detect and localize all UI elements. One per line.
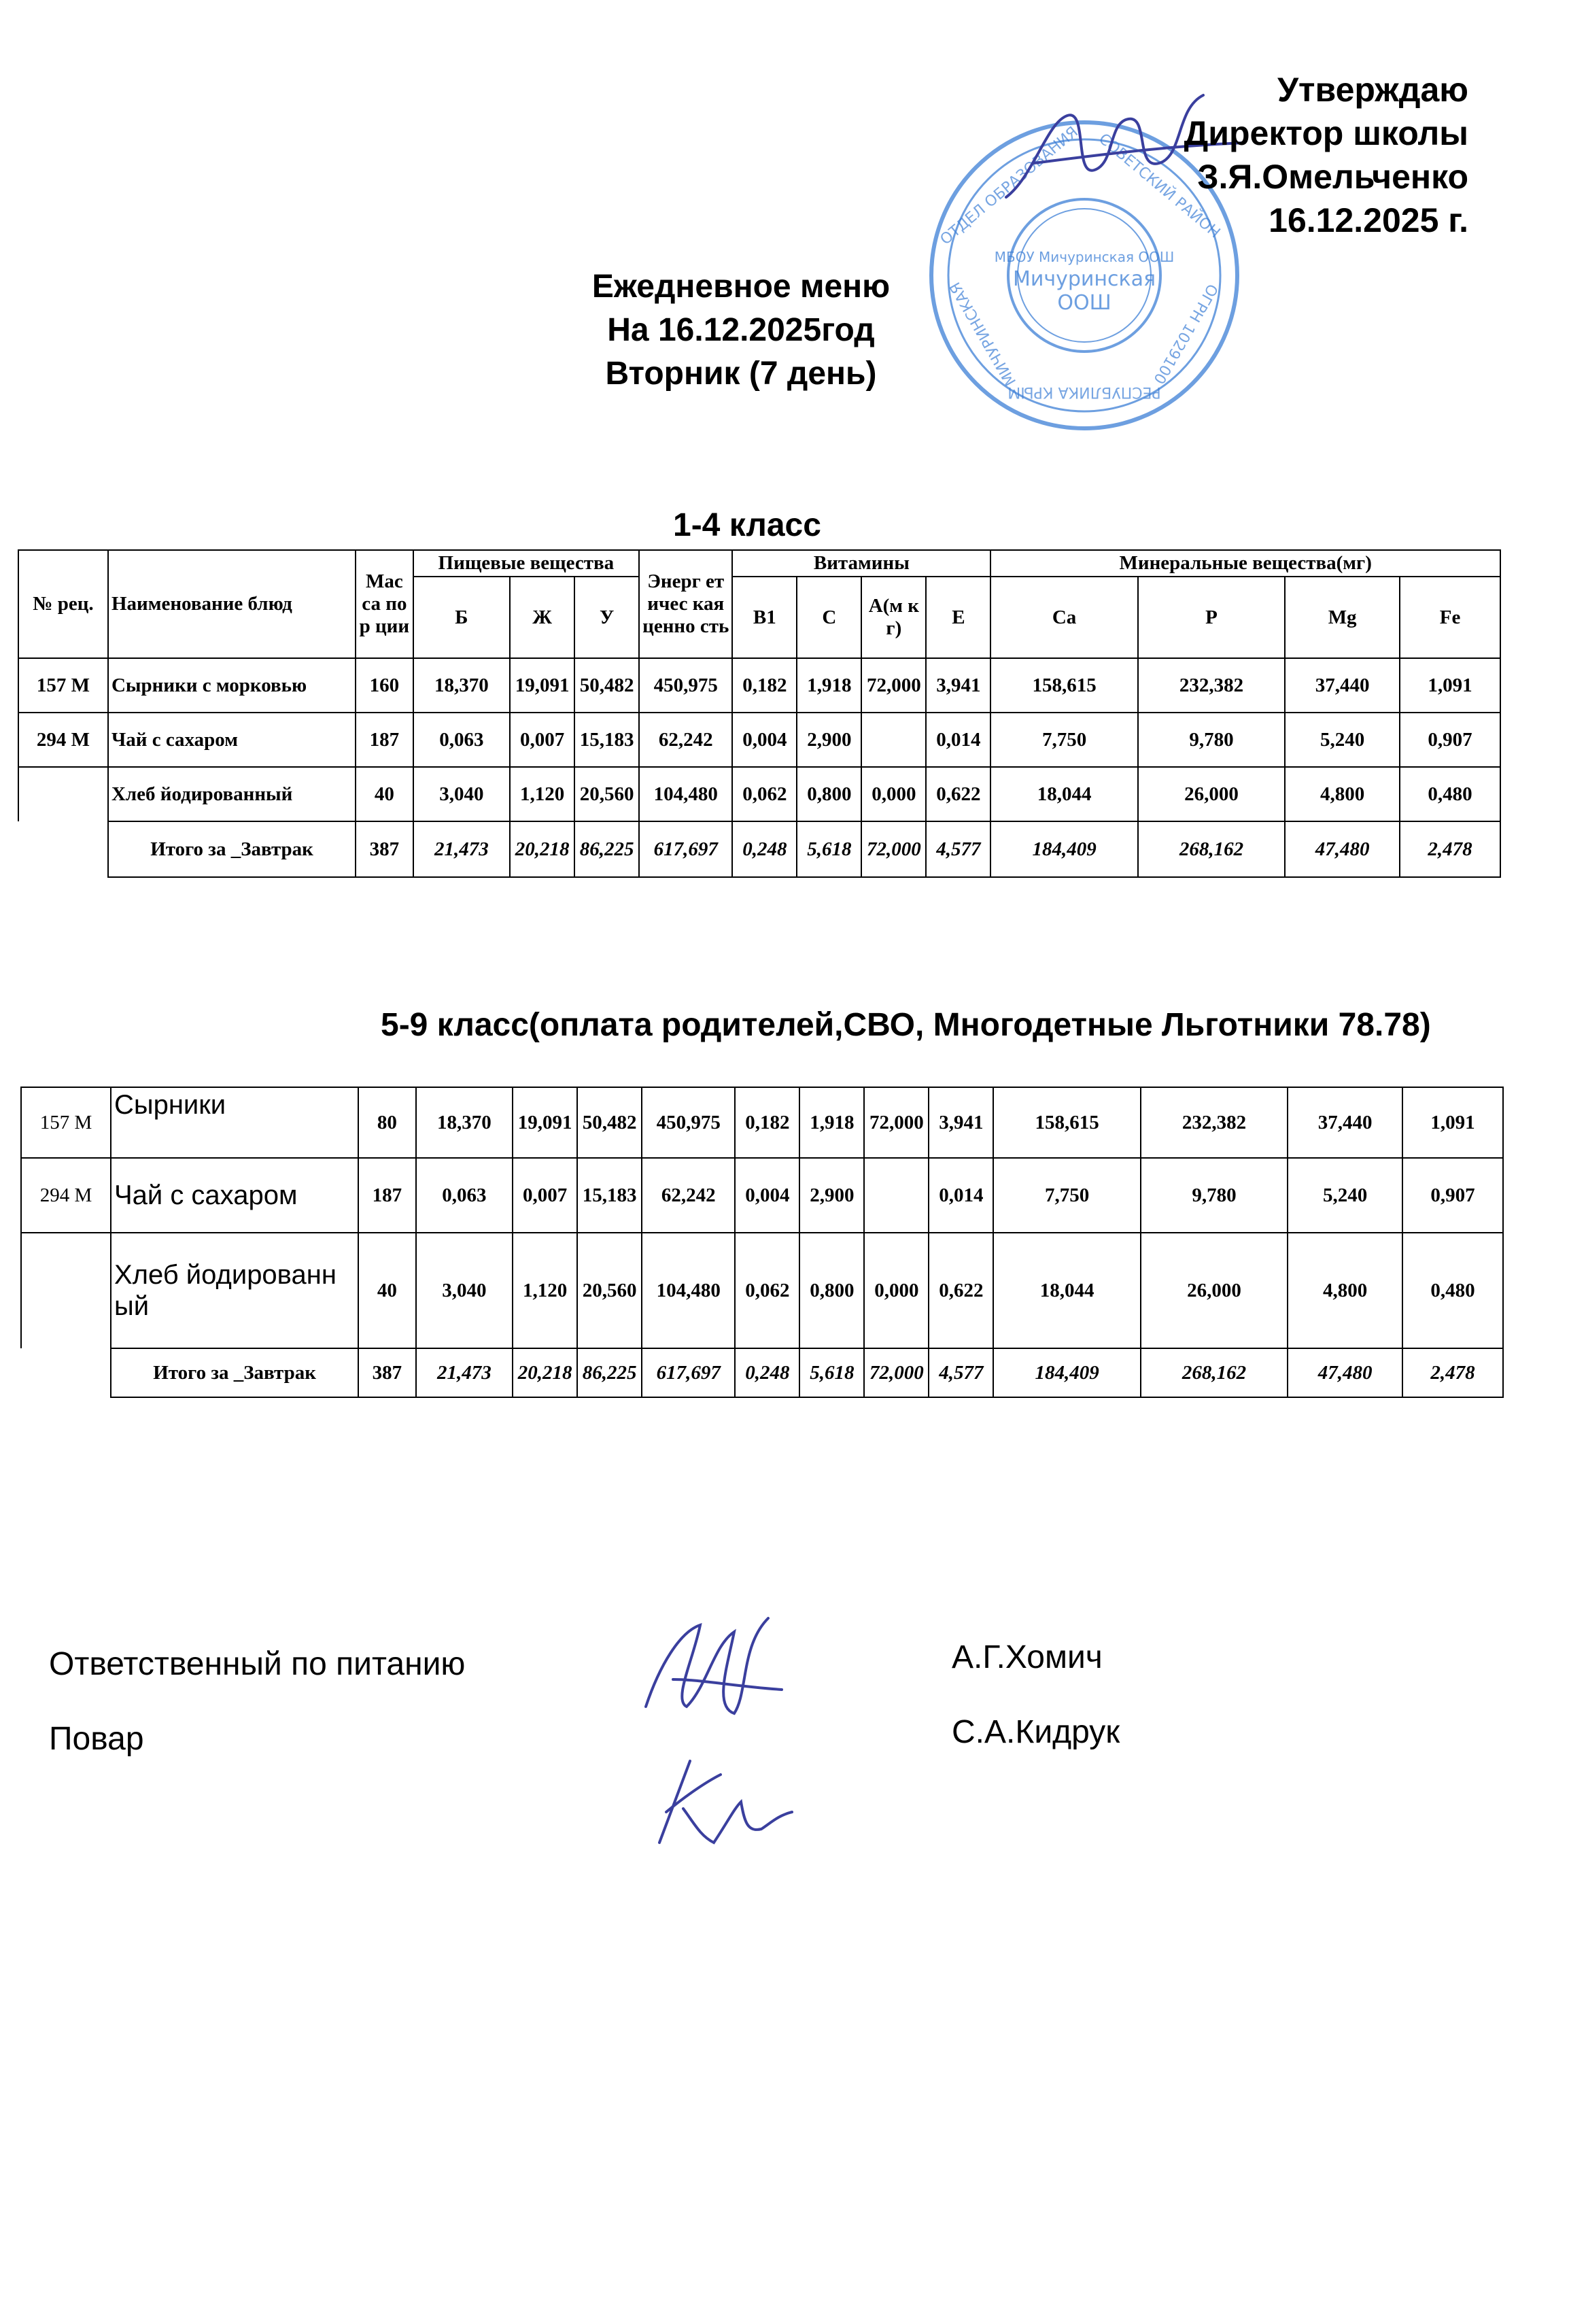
col-u: У <box>574 577 639 658</box>
vit-c: 0,800 <box>797 767 861 821</box>
fat: 0,007 <box>510 713 574 767</box>
empty-cell <box>18 821 108 877</box>
stamp-text: МБОУ Мичуринская ООШ <box>994 249 1175 265</box>
recipe-code <box>18 767 108 821</box>
vit-b1: 0,062 <box>735 1233 799 1348</box>
responsible-signature <box>632 1605 789 1734</box>
table-row <box>21 1087 1503 1158</box>
vit-c: 2,900 <box>799 1158 864 1233</box>
recipe-code <box>21 1233 111 1348</box>
vit-b1: 0,062 <box>732 767 797 821</box>
empty-cell <box>21 1348 111 1397</box>
min-p: 26,000 <box>1141 1233 1288 1348</box>
cook-signature <box>632 1747 795 1856</box>
approval-line-4: 16.12.2025 г. <box>1269 201 1468 239</box>
total-protein: 21,473 <box>413 821 511 877</box>
vit-c: 2,900 <box>797 713 861 767</box>
responsible-name: А.Г.Хомич <box>952 1639 1103 1675</box>
approval-block <box>1184 68 1468 242</box>
vit-c: 1,918 <box>797 658 861 713</box>
approval-line-2: Директор школы <box>1184 114 1468 152</box>
table-row <box>21 1158 1503 1233</box>
col-mg: Mg <box>1285 577 1400 658</box>
min-mg: 4,800 <box>1288 1233 1402 1348</box>
col-zh: Ж <box>510 577 574 658</box>
total-mass: 387 <box>356 821 413 877</box>
vit-b1: 0,182 <box>732 658 797 713</box>
total-row <box>18 821 1500 877</box>
carbs: 20,560 <box>577 1233 642 1348</box>
vit-e: 0,622 <box>926 767 990 821</box>
carbs: 15,183 <box>577 1158 642 1233</box>
total-min-p: 268,162 <box>1141 1348 1288 1397</box>
min-mg: 37,440 <box>1285 658 1400 713</box>
vit-b1: 0,004 <box>735 1158 799 1233</box>
min-fe: 1,091 <box>1402 1087 1503 1158</box>
title-line-2: На 16.12.2025год <box>607 312 875 348</box>
carbs: 50,482 <box>577 1087 642 1158</box>
fat: 1,120 <box>510 767 574 821</box>
vit-a <box>864 1158 929 1233</box>
min-mg: 37,440 <box>1288 1087 1402 1158</box>
vit-e: 0,014 <box>926 713 990 767</box>
protein: 0,063 <box>416 1158 513 1233</box>
min-p: 232,382 <box>1138 658 1285 713</box>
vit-c: 0,800 <box>799 1233 864 1348</box>
min-ca: 7,750 <box>993 1158 1140 1233</box>
col-vitamins: Витамины <box>732 550 990 577</box>
dish-name: Сырники <box>111 1087 358 1158</box>
title-line-3: Вторник (7 день) <box>605 356 877 392</box>
recipe-code: 294 М <box>18 713 108 767</box>
dish-name: Чай с сахаром <box>108 713 356 767</box>
col-recipe-no: № рец. <box>18 550 108 658</box>
vit-e: 0,622 <box>929 1233 993 1348</box>
fat: 0,007 <box>513 1158 577 1233</box>
carbs: 50,482 <box>574 658 639 713</box>
fat: 19,091 <box>513 1087 577 1158</box>
total-label: Итого за _Завтрак <box>108 821 356 877</box>
energy: 450,975 <box>639 658 732 713</box>
total-mass: 387 <box>358 1348 415 1397</box>
fat: 19,091 <box>510 658 574 713</box>
energy: 104,480 <box>642 1233 735 1348</box>
protein: 3,040 <box>416 1233 513 1348</box>
total-protein: 21,473 <box>416 1348 513 1397</box>
table-row <box>21 1233 1503 1348</box>
title-line-1: Ежедневное меню <box>591 269 891 305</box>
fat: 1,120 <box>513 1233 577 1348</box>
col-portion-mass: Мас са пор ции <box>356 550 413 658</box>
portion-mass: 40 <box>356 767 413 821</box>
total-energy: 617,697 <box>639 821 732 877</box>
header-row-1 <box>18 550 1500 577</box>
total-vit-c: 5,618 <box>797 821 861 877</box>
min-p: 26,000 <box>1138 767 1285 821</box>
recipe-code: 294 М <box>21 1158 111 1233</box>
section2-heading: 5-9 класс(оплата родителей,СВО, Многодетные Льготники 78.78) <box>381 1007 1431 1043</box>
protein: 18,370 <box>416 1087 513 1158</box>
col-energy: Энерг етичес кая ценно сть <box>639 550 732 658</box>
menu-table-grades-1-4 <box>18 549 1501 878</box>
vit-e: 3,941 <box>926 658 990 713</box>
cook-name: С.А.Кидрук <box>952 1714 1120 1750</box>
portion-mass: 160 <box>356 658 413 713</box>
total-vit-c: 5,618 <box>799 1348 864 1397</box>
total-min-p: 268,162 <box>1138 821 1285 877</box>
dish-name: Хлеб йодированный <box>111 1233 358 1348</box>
min-fe: 0,907 <box>1400 713 1500 767</box>
vit-a: 0,000 <box>861 767 926 821</box>
svg-text:Мичуринская: Мичуринская <box>1012 267 1156 291</box>
portion-mass: 40 <box>358 1233 415 1348</box>
svg-text:РЕСПУБЛИКА КРЫМ: РЕСПУБЛИКА КРЫМ <box>1007 383 1161 400</box>
portion-mass: 187 <box>358 1158 415 1233</box>
col-nutrients: Пищевые вещества <box>413 550 640 577</box>
vit-a: 72,000 <box>864 1087 929 1158</box>
carbs: 20,560 <box>574 767 639 821</box>
total-carbs: 86,225 <box>574 821 639 877</box>
min-fe: 0,480 <box>1402 1233 1503 1348</box>
vit-e: 0,014 <box>929 1158 993 1233</box>
min-mg: 5,240 <box>1285 713 1400 767</box>
approval-line-1: Утверждаю <box>1277 71 1468 109</box>
total-vit-e: 4,577 <box>926 821 990 877</box>
menu-table-grades-5-9 <box>20 1087 1504 1398</box>
vit-a: 72,000 <box>861 658 926 713</box>
total-vit-e: 4,577 <box>929 1348 993 1397</box>
dish-name: Чай с сахаром <box>111 1158 358 1233</box>
total-row <box>21 1348 1503 1397</box>
dish-name: Сырники с морковью <box>108 658 356 713</box>
total-fat: 20,218 <box>513 1348 577 1397</box>
vit-a <box>861 713 926 767</box>
total-energy: 617,697 <box>642 1348 735 1397</box>
vit-e: 3,941 <box>929 1087 993 1158</box>
min-ca: 158,615 <box>993 1087 1140 1158</box>
vit-c: 1,918 <box>799 1087 864 1158</box>
min-p: 9,780 <box>1141 1158 1288 1233</box>
vit-b1: 0,004 <box>732 713 797 767</box>
section1-heading: 1-4 класс <box>673 507 821 543</box>
energy: 62,242 <box>639 713 732 767</box>
col-dish-name: Наименование блюд <box>108 550 356 658</box>
min-p: 232,382 <box>1141 1087 1288 1158</box>
min-mg: 4,800 <box>1285 767 1400 821</box>
min-fe: 0,907 <box>1402 1158 1503 1233</box>
responsible-label: Ответственный по питанию <box>49 1646 466 1682</box>
col-a: А(м кг) <box>861 577 926 658</box>
cook-label: Повар <box>49 1721 144 1757</box>
energy: 104,480 <box>639 767 732 821</box>
total-vit-a: 72,000 <box>861 821 926 877</box>
vit-b1: 0,182 <box>735 1087 799 1158</box>
total-min-fe: 2,478 <box>1400 821 1500 877</box>
energy: 450,975 <box>642 1087 735 1158</box>
approval-line-3: З.Я.Омельченко <box>1197 158 1468 196</box>
col-fe: Fe <box>1400 577 1500 658</box>
min-p: 9,780 <box>1138 713 1285 767</box>
protein: 3,040 <box>413 767 511 821</box>
recipe-code: 157 М <box>18 658 108 713</box>
portion-mass: 80 <box>358 1087 415 1158</box>
total-vit-b1: 0,248 <box>735 1348 799 1397</box>
dish-name: Хлеб йодированный <box>108 767 356 821</box>
carbs: 15,183 <box>574 713 639 767</box>
total-min-mg: 47,480 <box>1285 821 1400 877</box>
total-vit-a: 72,000 <box>864 1348 929 1397</box>
col-e: Е <box>926 577 990 658</box>
min-ca: 158,615 <box>990 658 1137 713</box>
total-vit-b1: 0,248 <box>732 821 797 877</box>
total-label: Итого за _Завтрак <box>111 1348 358 1397</box>
svg-text:МИЧУРИНСКАЯ: МИЧУРИНСКАЯ <box>946 279 1020 389</box>
svg-text:СОВЕТСКИЙ РАЙОН: СОВЕТСКИЙ РАЙОН <box>1095 130 1224 242</box>
table-row <box>18 713 1500 767</box>
min-fe: 1,091 <box>1400 658 1500 713</box>
col-b1: В1 <box>732 577 797 658</box>
total-min-ca: 184,409 <box>993 1348 1140 1397</box>
protein: 0,063 <box>413 713 511 767</box>
total-fat: 20,218 <box>510 821 574 877</box>
vit-a: 0,000 <box>864 1233 929 1348</box>
menu-title <box>571 265 911 396</box>
min-mg: 5,240 <box>1288 1158 1402 1233</box>
col-c: С <box>797 577 861 658</box>
energy: 62,242 <box>642 1158 735 1233</box>
recipe-code: 157 М <box>21 1087 111 1158</box>
col-b: Б <box>413 577 511 658</box>
svg-text:ОГРН 1029100: ОГРН 1029100 <box>1150 280 1221 387</box>
svg-text:ООШ: ООШ <box>1057 291 1111 315</box>
min-ca: 18,044 <box>993 1233 1140 1348</box>
col-p: P <box>1138 577 1285 658</box>
min-ca: 7,750 <box>990 713 1137 767</box>
table-row <box>18 767 1500 821</box>
min-fe: 0,480 <box>1400 767 1500 821</box>
total-min-ca: 184,409 <box>990 821 1137 877</box>
svg-text:ОТДЕЛ ОБРАЗОВАНИЯ: ОТДЕЛ ОБРАЗОВАНИЯ <box>937 123 1082 249</box>
total-carbs: 86,225 <box>577 1348 642 1397</box>
portion-mass: 187 <box>356 713 413 767</box>
total-min-fe: 2,478 <box>1402 1348 1503 1397</box>
min-ca: 18,044 <box>990 767 1137 821</box>
col-ca: Ca <box>990 577 1137 658</box>
protein: 18,370 <box>413 658 511 713</box>
table-row <box>18 658 1500 713</box>
total-min-mg: 47,480 <box>1288 1348 1402 1397</box>
col-minerals: Минеральные вещества(мг) <box>990 550 1500 577</box>
